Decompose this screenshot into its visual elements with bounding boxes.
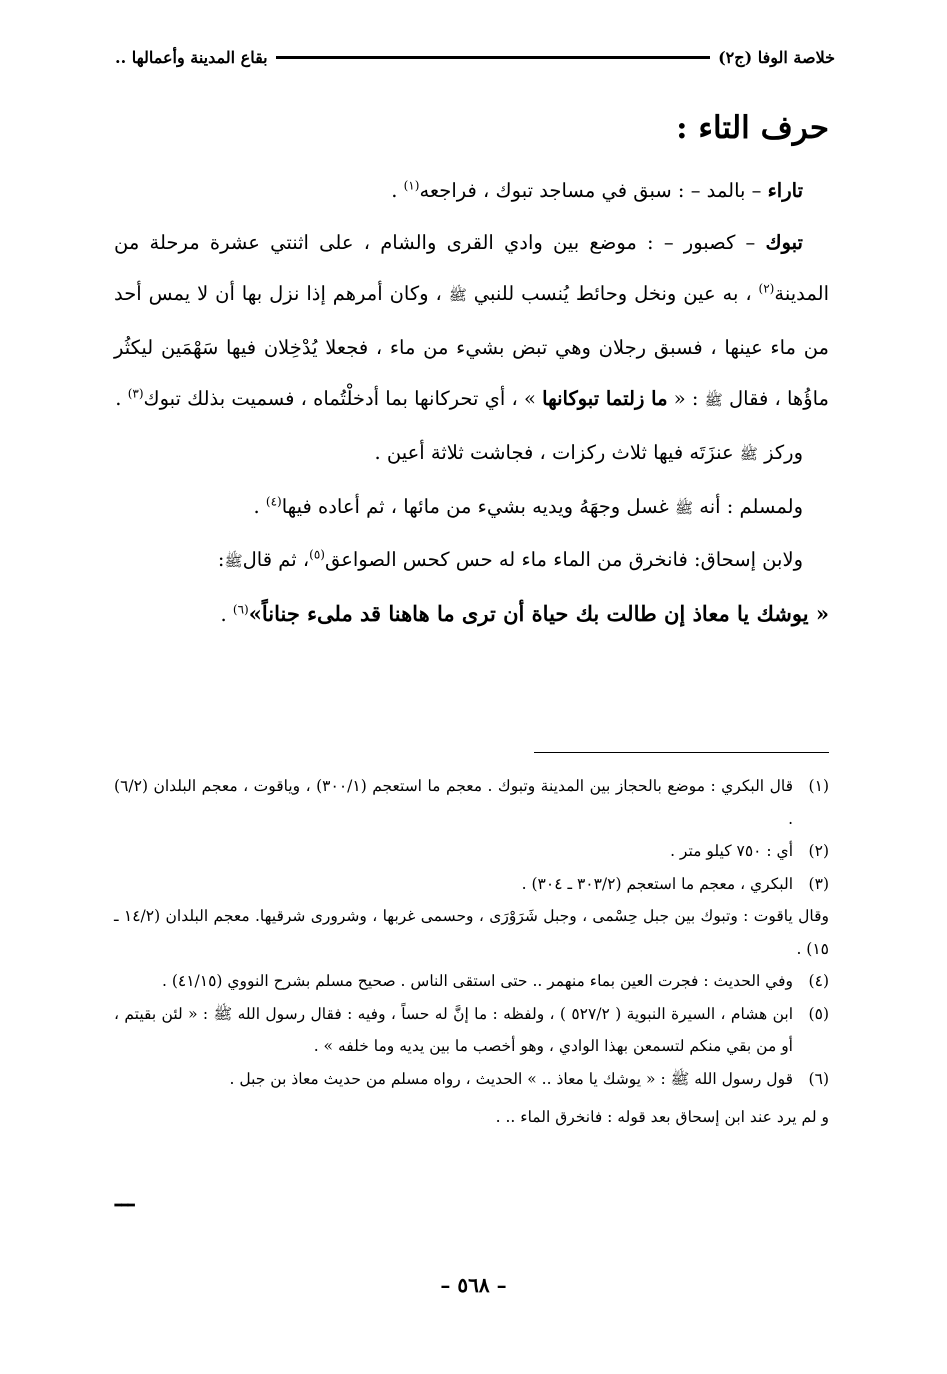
- paragraph-end: .: [220, 602, 233, 626]
- footnote-number: (٣): [808, 874, 829, 893]
- footnotes: [114, 770, 829, 1134]
- footnote-text: البكري ، معجم ما استعجم (٣٠٣/٢ ـ ٣٠٤) .: [521, 874, 793, 893]
- entry-text: : «: [667, 387, 705, 411]
- footnote-text: ابن هشام ، السيرة النبوية ( ٥٢٧/٢ ) ، ولفظه : ما إنَّ له حساً ، وفيه : فقال رسول الله ﷺ : « لئن بقيتم ، أو من بقي منكم لتسمعن بهذا الوادي ، وهو أخصب ما بين يديه وما خلفه » .: [114, 1004, 793, 1055]
- paragraph-text: ولمسلم : أنه: [693, 494, 803, 518]
- salawat-glyph: ﷺ: [739, 444, 758, 463]
- entry-name-taraa: تاراء: [767, 179, 803, 202]
- entry-name-tabuk: تبوك: [765, 230, 803, 254]
- footnote-number: (١): [808, 777, 829, 795]
- footnote-number: (٦): [808, 1069, 829, 1088]
- entry-taraa: [114, 165, 829, 217]
- entry-end: .: [115, 387, 128, 411]
- entry-text: ، به عين ونخل وحائط يُنسب للنبي: [466, 282, 759, 306]
- footnote-number: (٥): [808, 1004, 829, 1023]
- footnote-ref: (٣): [127, 386, 144, 401]
- footnote-ref: (١): [403, 178, 420, 193]
- section-heading: حرف التاء :: [676, 110, 829, 146]
- footnote-ref: (٤): [265, 494, 282, 509]
- salawat-glyph: ﷺ: [224, 552, 243, 571]
- hadith-line: [114, 588, 829, 641]
- paragraph-end: .: [253, 494, 266, 518]
- paragraph-text: عنزَتَه فيها ثلاث ركزات ، فجاشت ثلاثة أعين .: [374, 440, 740, 464]
- footnote-3-continuation: وقال ياقوت : وتبوك بين جبل حِسْمى ، وجبل شَرَوْرَى ، وحسمى غربها ، وشرورى شرقيها. معجم البلدان (١٤/٢ ـ ١٥) .: [114, 907, 830, 958]
- paragraph-ishaq: [114, 534, 829, 588]
- footnote-separator: [534, 752, 829, 753]
- footnote-ref: (٢): [758, 281, 775, 296]
- page-number: – ٥٦٨ –: [440, 1273, 507, 1297]
- running-header: [115, 40, 835, 74]
- footnote-end-mark: ـــ: [115, 1186, 135, 1212]
- footnote-2: [114, 835, 829, 868]
- footnote-number: (٤): [808, 972, 829, 990]
- hadith-quote: « يوشك يا معاذ إن طالت بك حياة أن ترى ما هاهنا قد ملىء جناناً»: [248, 600, 829, 626]
- paragraph-muslim: [114, 481, 829, 535]
- entry-text: – بالمد – : سبق في مساجد تبوك ، فراجعه: [419, 179, 768, 202]
- footnote-ref: (٦): [232, 602, 249, 617]
- entry-text: – كصبور – : موضع بين وادي القرى والشام ، على اثنتي عشرة مرحلة من المدينة: [114, 230, 829, 306]
- hadith-quote: ما زلتما تبوكانها: [542, 387, 668, 411]
- salawat-glyph: ﷺ: [674, 498, 694, 517]
- header-rule: [276, 56, 710, 59]
- entry-text: ، وكان أمرهم إذا نزل بها أن لا يمس أحد من ماء عينها ، فسبق رجلان وهي تبض بشيء من ماء ، فجعلا يُدْخِلان فيها سَهْمَين ليكثُر ماؤُها ، فقال: [114, 282, 829, 411]
- section-title: بقاع المدينة وأعمالها ..: [115, 47, 268, 67]
- book-title: خلاصة الوفا (ج٢): [718, 47, 835, 67]
- footnote-text: وفي الحديث : فجرت العين بماء منهمر .. حتى استقى الناس . صحيح مسلم بشرح النووي (٤١/١٥) .: [161, 972, 793, 990]
- main-text: [114, 165, 829, 640]
- salawat-glyph: ﷺ: [704, 391, 723, 410]
- footnote-5: [114, 998, 829, 1063]
- footnote-text: قال البكري : موضع بالحجاز بين المدينة وتبوك . معجم ما استعجم (٣٠٠/١) ، وياقوت ، معجم البلدان (٦/٢) .: [114, 777, 793, 828]
- paragraph-text: وركز: [757, 440, 803, 464]
- footnote-number: (٢): [808, 842, 829, 860]
- paragraph-text: ولابن إسحاق: فانخرق من الماء ماء له حس كحس الصواعق: [324, 548, 803, 572]
- footnote-ref: (٥): [309, 547, 325, 562]
- entry-text: » ، أي تحركانها بما أدخلْتُماه ، فسميت بذلك تبوك: [143, 387, 543, 411]
- footnote-text: قول رسول الله ﷺ : « يوشك يا معاذ .. » الحديث ، رواه مسلم من حديث معاذ بن جبل .: [229, 1069, 793, 1088]
- paragraph-text: غسل وجهَهُ ويديه بشيء من مائها ، ثم أعاده فيها: [281, 494, 675, 518]
- entry-tabuk: [114, 217, 829, 427]
- salawat-glyph: ﷺ: [448, 286, 467, 305]
- paragraph-text: ، ثم قال: [242, 548, 310, 572]
- footnote-1: [114, 770, 829, 835]
- footnote-4: [114, 965, 829, 998]
- footnote-6: [114, 1063, 829, 1096]
- paragraph-text: :: [217, 548, 225, 572]
- footnote-text: أي : ٧٥٠ كيلو متر .: [670, 842, 793, 860]
- entry-end: .: [391, 179, 404, 202]
- footnote-6-continuation: و لم يرد عند ابن إسحاق بعد قوله : فانخرق الماء .. .: [495, 1108, 829, 1126]
- footnote-3: [114, 868, 829, 901]
- paragraph-rakaza: [114, 427, 829, 481]
